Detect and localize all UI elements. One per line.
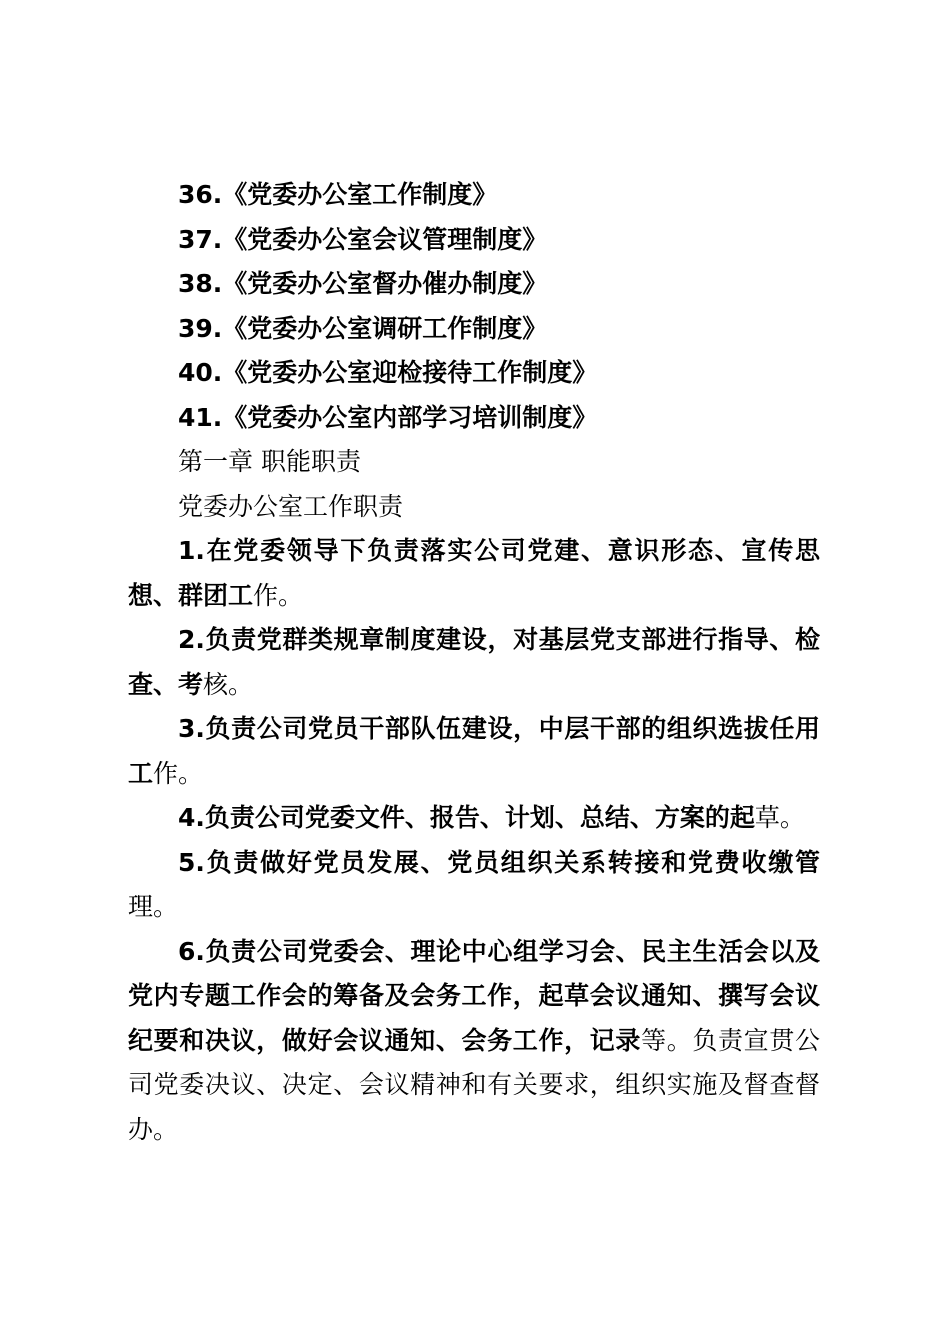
- duty-5-bold-text: 5.负责做好党员发展、党员组织关系转接和党费收缴管: [178, 847, 820, 877]
- list-item-36: 36.《党委办公室工作制度》: [178, 180, 498, 209]
- document-body: [128, 173, 820, 1152]
- duty-paragraph-3: [128, 707, 820, 796]
- duty-1-bold-text: 1.在党委领导下负责落实公司党建、意识形态、宣传思想、群团工: [128, 536, 820, 610]
- duty-paragraph-4: [128, 796, 820, 841]
- duty-3-normal-text: 作。: [153, 758, 204, 788]
- list-item-41: 41.《党委办公室内部学习培训制度》: [178, 402, 598, 432]
- duty-2-bold-text: 2.负责党群类规章制度建设，对基层党支部进行指导、检查、考: [128, 625, 820, 699]
- list-item-40: 40.《党委办公室迎检接待工作制度》: [178, 358, 598, 387]
- duty-paragraph-5: [128, 841, 820, 930]
- chapter-heading: 第一章 职能职责: [178, 447, 361, 476]
- duty-paragraph-1: [128, 529, 820, 618]
- duty-4-bold-text: 4.负责公司党委文件、报告、计划、总结、方案的起: [178, 803, 755, 832]
- duty-6-normal-text: 等。负责宣贯公司党委决议、决定、会议精神和有关要求，组织实施及督查督办。: [128, 1025, 820, 1144]
- duty-6-bold-text: 6.负责公司党委会、理论中心组学习会、民主生活会以及党内专题工作会的筹备及会务工作，起草会议通知、撰写会议纪要和决议，做好会议通知、会务工作，记录: [128, 936, 820, 1055]
- duty-paragraph-2: [128, 618, 820, 707]
- duty-3-bold-text: 3.负责公司党员干部队伍建设，中层干部的组织选拔任用工: [128, 714, 820, 788]
- section-heading: 党委办公室工作职责: [178, 491, 404, 521]
- duty-2-normal-text: 核。: [203, 669, 254, 699]
- duty-1-normal-text: 作。: [253, 580, 304, 610]
- duty-4-normal-text: 草。: [754, 803, 805, 832]
- list-item-38: 38.《党委办公室督办催办制度》: [178, 269, 548, 298]
- list-item-37: 37.《党委办公室会议管理制度》: [178, 224, 548, 254]
- list-item-39: 39.《党委办公室调研工作制度》: [178, 313, 548, 343]
- duty-5-normal-text: 理。: [128, 892, 179, 921]
- duty-paragraph-6: [128, 930, 820, 1153]
